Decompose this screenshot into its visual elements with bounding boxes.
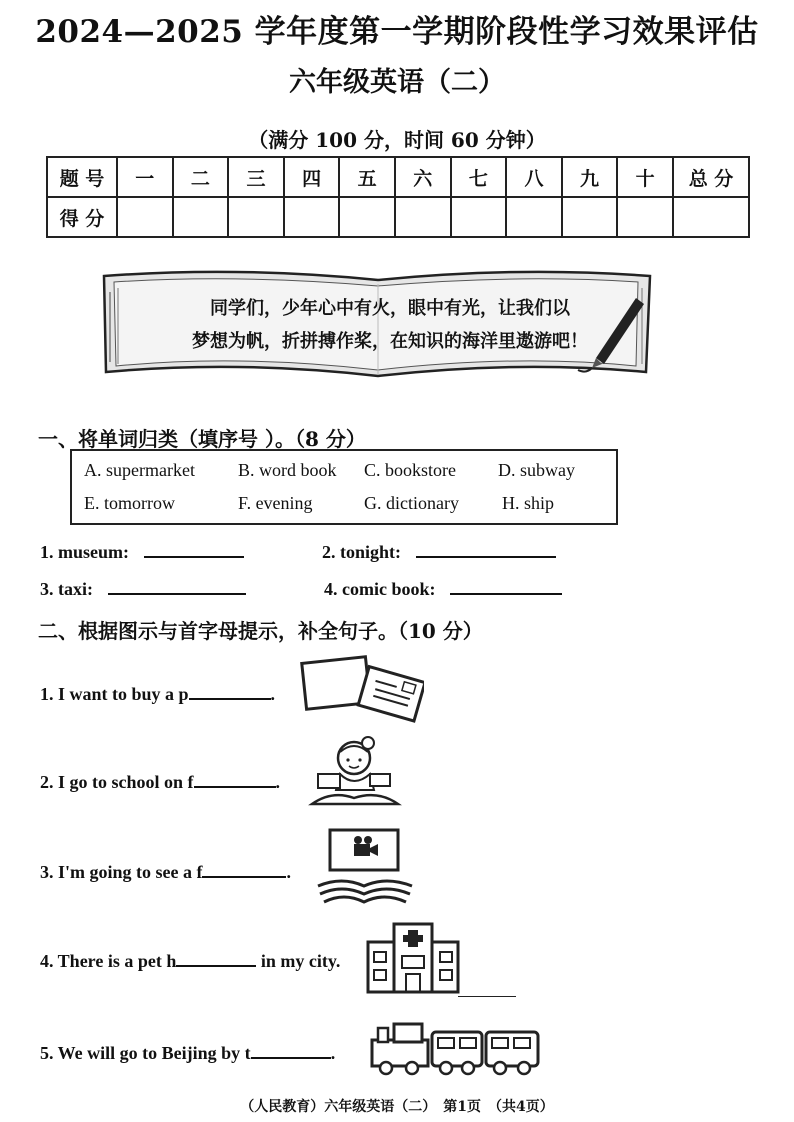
word-option-h: H. ship bbox=[502, 493, 555, 513]
word-option-c: C. bookstore bbox=[364, 460, 456, 480]
exam-subtitle: 六年级英语（二） bbox=[289, 67, 505, 98]
score-col-4: 四 bbox=[284, 157, 340, 197]
train-icon bbox=[368, 1018, 542, 1076]
motto-text bbox=[160, 292, 620, 358]
word-option-g: G. dictionary bbox=[364, 493, 459, 513]
s2-item-1 bbox=[40, 682, 275, 705]
s2-item-4-prompt: 4. There is a pet h bbox=[40, 951, 177, 971]
s1-question-3-label: 3. taxi: bbox=[40, 579, 93, 599]
score-cell[interactable] bbox=[173, 197, 229, 237]
score-cell[interactable] bbox=[117, 197, 173, 237]
s1-question-3 bbox=[40, 577, 246, 600]
s2-item-4 bbox=[40, 949, 340, 972]
answer-blank[interactable] bbox=[144, 540, 244, 558]
s1-question-4 bbox=[324, 577, 562, 600]
s2-item-5 bbox=[40, 1041, 335, 1064]
answer-blank[interactable] bbox=[176, 949, 256, 967]
answer-blank[interactable] bbox=[108, 577, 246, 595]
s2-item-2 bbox=[40, 770, 280, 793]
s2-item-5-prompt: 5. We will go to Beijing by t bbox=[40, 1043, 251, 1063]
score-col-2: 二 bbox=[173, 157, 229, 197]
answer-blank[interactable] bbox=[202, 860, 286, 878]
score-table-row-label: 题 号 bbox=[47, 157, 117, 197]
walking-girl-icon bbox=[308, 734, 402, 810]
s1-question-1-label: 1. museum: bbox=[40, 542, 129, 562]
score-cell[interactable] bbox=[339, 197, 395, 237]
answer-blank[interactable] bbox=[194, 770, 276, 788]
score-cell[interactable] bbox=[562, 197, 618, 237]
score-col-6: 六 bbox=[395, 157, 451, 197]
s2-item-1-prompt: 1. I want to buy a p bbox=[40, 684, 189, 704]
s2-item-2-prompt: 2. I go to school on f bbox=[40, 772, 194, 792]
score-table-row-label: 得 分 bbox=[47, 197, 117, 237]
score-table bbox=[46, 156, 750, 238]
cinema-icon bbox=[316, 828, 416, 908]
section1-heading: 一、将单词归类（填序号 ）。（8 分） bbox=[38, 427, 366, 451]
score-col-7: 七 bbox=[451, 157, 507, 197]
answer-blank[interactable] bbox=[450, 577, 562, 595]
answer-blank[interactable] bbox=[251, 1041, 331, 1059]
word-option-b: B. word book bbox=[238, 460, 337, 480]
s2-item-3-prompt: 3. I'm going to see a f bbox=[40, 862, 203, 882]
motto-line-2: 梦想为帆，折拼搏作桨，在知识的海洋里遨游吧！ bbox=[192, 331, 588, 352]
answer-blank[interactable] bbox=[189, 682, 271, 700]
word-option-a: A. supermarket bbox=[84, 460, 195, 480]
s2-item-5-end: . bbox=[330, 1043, 336, 1063]
score-col-1: 一 bbox=[117, 157, 173, 197]
s1-question-1 bbox=[40, 540, 244, 563]
score-cell[interactable] bbox=[673, 197, 749, 237]
s1-question-4-label: 4. comic book: bbox=[324, 579, 436, 599]
answer-blank[interactable] bbox=[416, 540, 556, 558]
score-col-3: 三 bbox=[228, 157, 284, 197]
page-footer: （人民教育）六年级英语（二） 第1页 （共4页） bbox=[240, 1099, 554, 1115]
section2-heading: 二、根据图示与首字母提示，补全句子。（10 分） bbox=[38, 619, 483, 643]
word-option-e: E. tomorrow bbox=[84, 493, 175, 513]
score-col-9: 九 bbox=[562, 157, 618, 197]
score-cell[interactable] bbox=[617, 197, 673, 237]
hospital-icon bbox=[364, 920, 464, 996]
score-table-score-row bbox=[47, 197, 749, 237]
word-option-f: F. evening bbox=[238, 493, 313, 513]
score-cell[interactable] bbox=[451, 197, 507, 237]
score-col-5: 五 bbox=[339, 157, 395, 197]
exam-title: 2024—2025 学年度第一学期阶段性学习效果评估 bbox=[35, 14, 759, 50]
s2-item-4-end: in my city. bbox=[256, 951, 341, 971]
motto-line-1: 同学们，少年心中有火，眼中有光，让我们以 bbox=[210, 298, 570, 319]
score-cell[interactable] bbox=[284, 197, 340, 237]
s2-item-1-end: . bbox=[270, 684, 276, 704]
score-col-8: 八 bbox=[506, 157, 562, 197]
s1-question-2-label: 2. tonight: bbox=[322, 542, 402, 562]
score-cell[interactable] bbox=[506, 197, 562, 237]
score-cell[interactable] bbox=[395, 197, 451, 237]
score-table-header-row bbox=[47, 157, 749, 197]
word-bank-box bbox=[70, 449, 618, 525]
s2-item-3 bbox=[40, 860, 291, 883]
s2-item-2-end: . bbox=[275, 772, 281, 792]
postcard-icon bbox=[300, 654, 424, 724]
exam-meta: （满分 100 分，时间 60 分钟） bbox=[248, 128, 546, 152]
s1-question-2 bbox=[322, 540, 556, 563]
score-cell[interactable] bbox=[228, 197, 284, 237]
word-option-d: D. subway bbox=[498, 460, 575, 480]
s2-item-3-end: . bbox=[286, 862, 291, 882]
score-col-10: 十 bbox=[617, 157, 673, 197]
stray-line bbox=[458, 996, 516, 997]
score-col-total: 总 分 bbox=[673, 157, 749, 197]
motto-banner bbox=[98, 262, 658, 386]
